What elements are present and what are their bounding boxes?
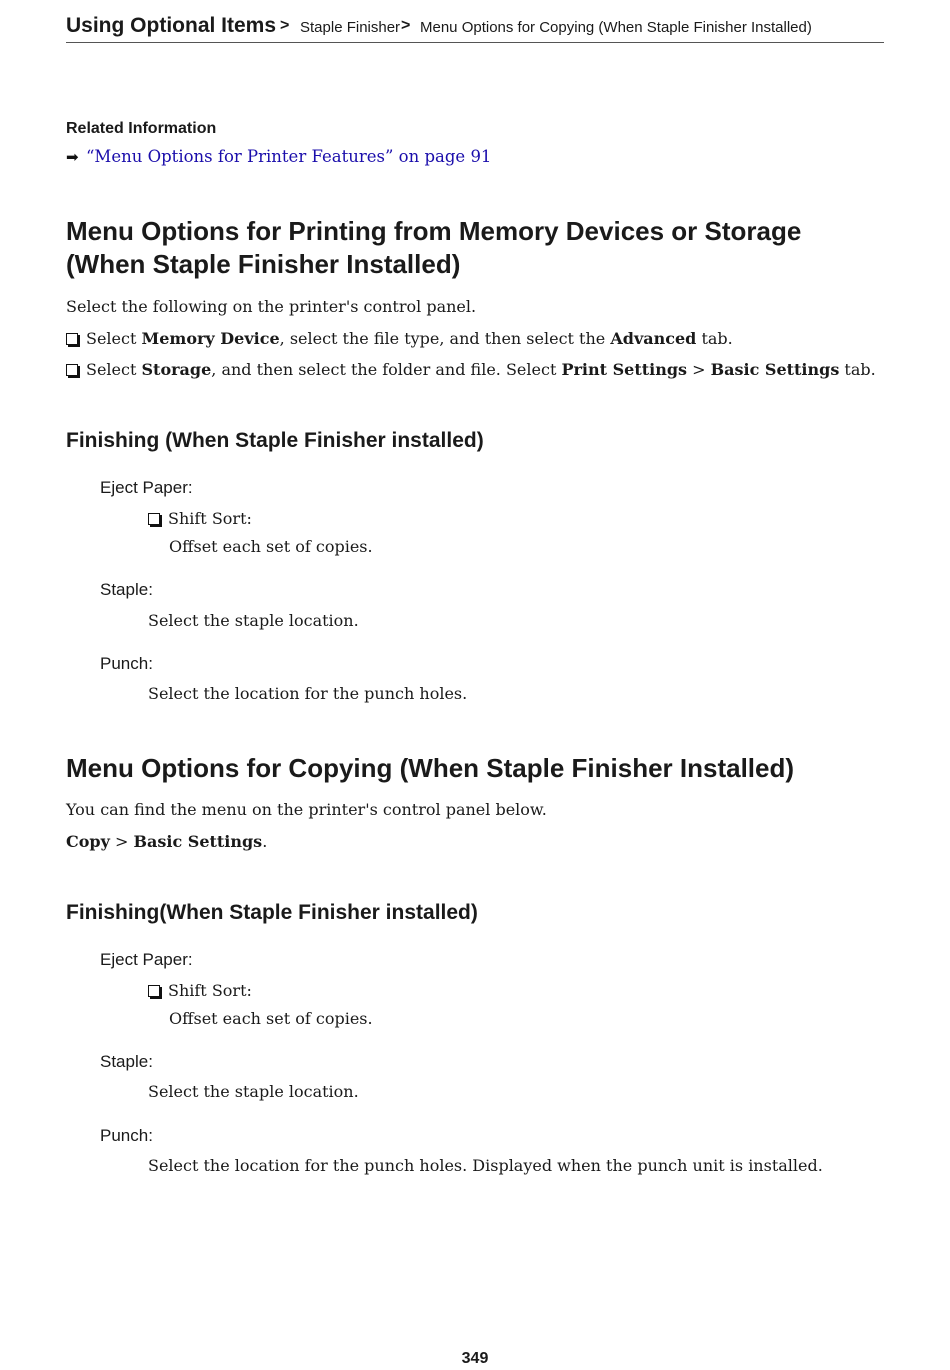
section2-punch-label: Punch: — [100, 1126, 153, 1145]
checkbox-bullet-icon — [66, 364, 78, 376]
checkbox-bullet-icon — [148, 985, 160, 997]
section1-shift-sort-desc: Offset each set of copies. — [169, 537, 373, 556]
section2-staple-label: Staple: — [100, 1052, 153, 1071]
section1-subtitle-finishing: Finishing (When Staple Finisher installed) — [66, 429, 484, 452]
section1-staple-desc: Select the staple location. — [148, 611, 359, 630]
related-link[interactable]: “Menu Options for Printer Features” on page 91 — [86, 147, 492, 166]
checkbox-bullet-icon — [66, 333, 78, 345]
breadcrumb-separator: > — [401, 17, 411, 34]
section2-shift-sort-item: Shift Sort: — [148, 981, 252, 1000]
breadcrumb-separator: > — [280, 17, 290, 34]
section2-eject-paper-label: Eject Paper: — [100, 950, 193, 969]
breadcrumb-staple-finisher: Staple Finisher — [300, 19, 401, 36]
breadcrumb-current-page: Menu Options for Copying (When Staple Finisher Installed) — [420, 19, 812, 36]
section1-intro: Select the following on the printer's control panel. — [66, 297, 477, 316]
related-information-title: Related Information — [66, 120, 217, 137]
section1-staple-label: Staple: — [100, 580, 153, 599]
section2-shift-sort-desc: Offset each set of copies. — [169, 1009, 373, 1028]
section2-intro: You can find the menu on the printer's control panel below. — [66, 800, 547, 819]
section2-punch-desc: Select the location for the punch holes. Displayed when the punch unit is installed. — [148, 1156, 823, 1175]
section-title-copying: Menu Options for Copying (When Staple Finisher Installed) — [66, 753, 795, 783]
section1-punch-desc: Select the location for the punch holes. — [148, 684, 468, 703]
section1-bullet-memory-device: Select Memory Device, select the file type, and then select the Advanced tab. — [66, 329, 733, 348]
page-number: 349 — [461, 1350, 489, 1367]
section1-bullet-storage: Select Storage, and then select the folder and file. Select Print Settings > Basic Settings tab. — [66, 360, 876, 379]
right-arrow-icon: ➡ — [66, 148, 79, 166]
section2-subtitle-finishing: Finishing(When Staple Finisher installed) — [66, 901, 478, 924]
section-title-printing-memory: Menu Options for Printing from Memory Devices or Storage (When Staple Finisher Installed) — [66, 216, 802, 279]
section1-shift-sort-item: Shift Sort: — [148, 509, 252, 528]
related-link-row[interactable] — [66, 147, 491, 166]
checkbox-bullet-icon — [148, 513, 160, 525]
section2-menu-path: Copy > Basic Settings. — [66, 832, 268, 851]
section1-punch-label: Punch: — [100, 654, 153, 673]
breadcrumb-section: Using Optional Items — [66, 14, 277, 37]
section1-eject-paper-label: Eject Paper: — [100, 478, 193, 497]
section2-staple-desc: Select the staple location. — [148, 1082, 359, 1101]
breadcrumb — [66, 12, 884, 43]
